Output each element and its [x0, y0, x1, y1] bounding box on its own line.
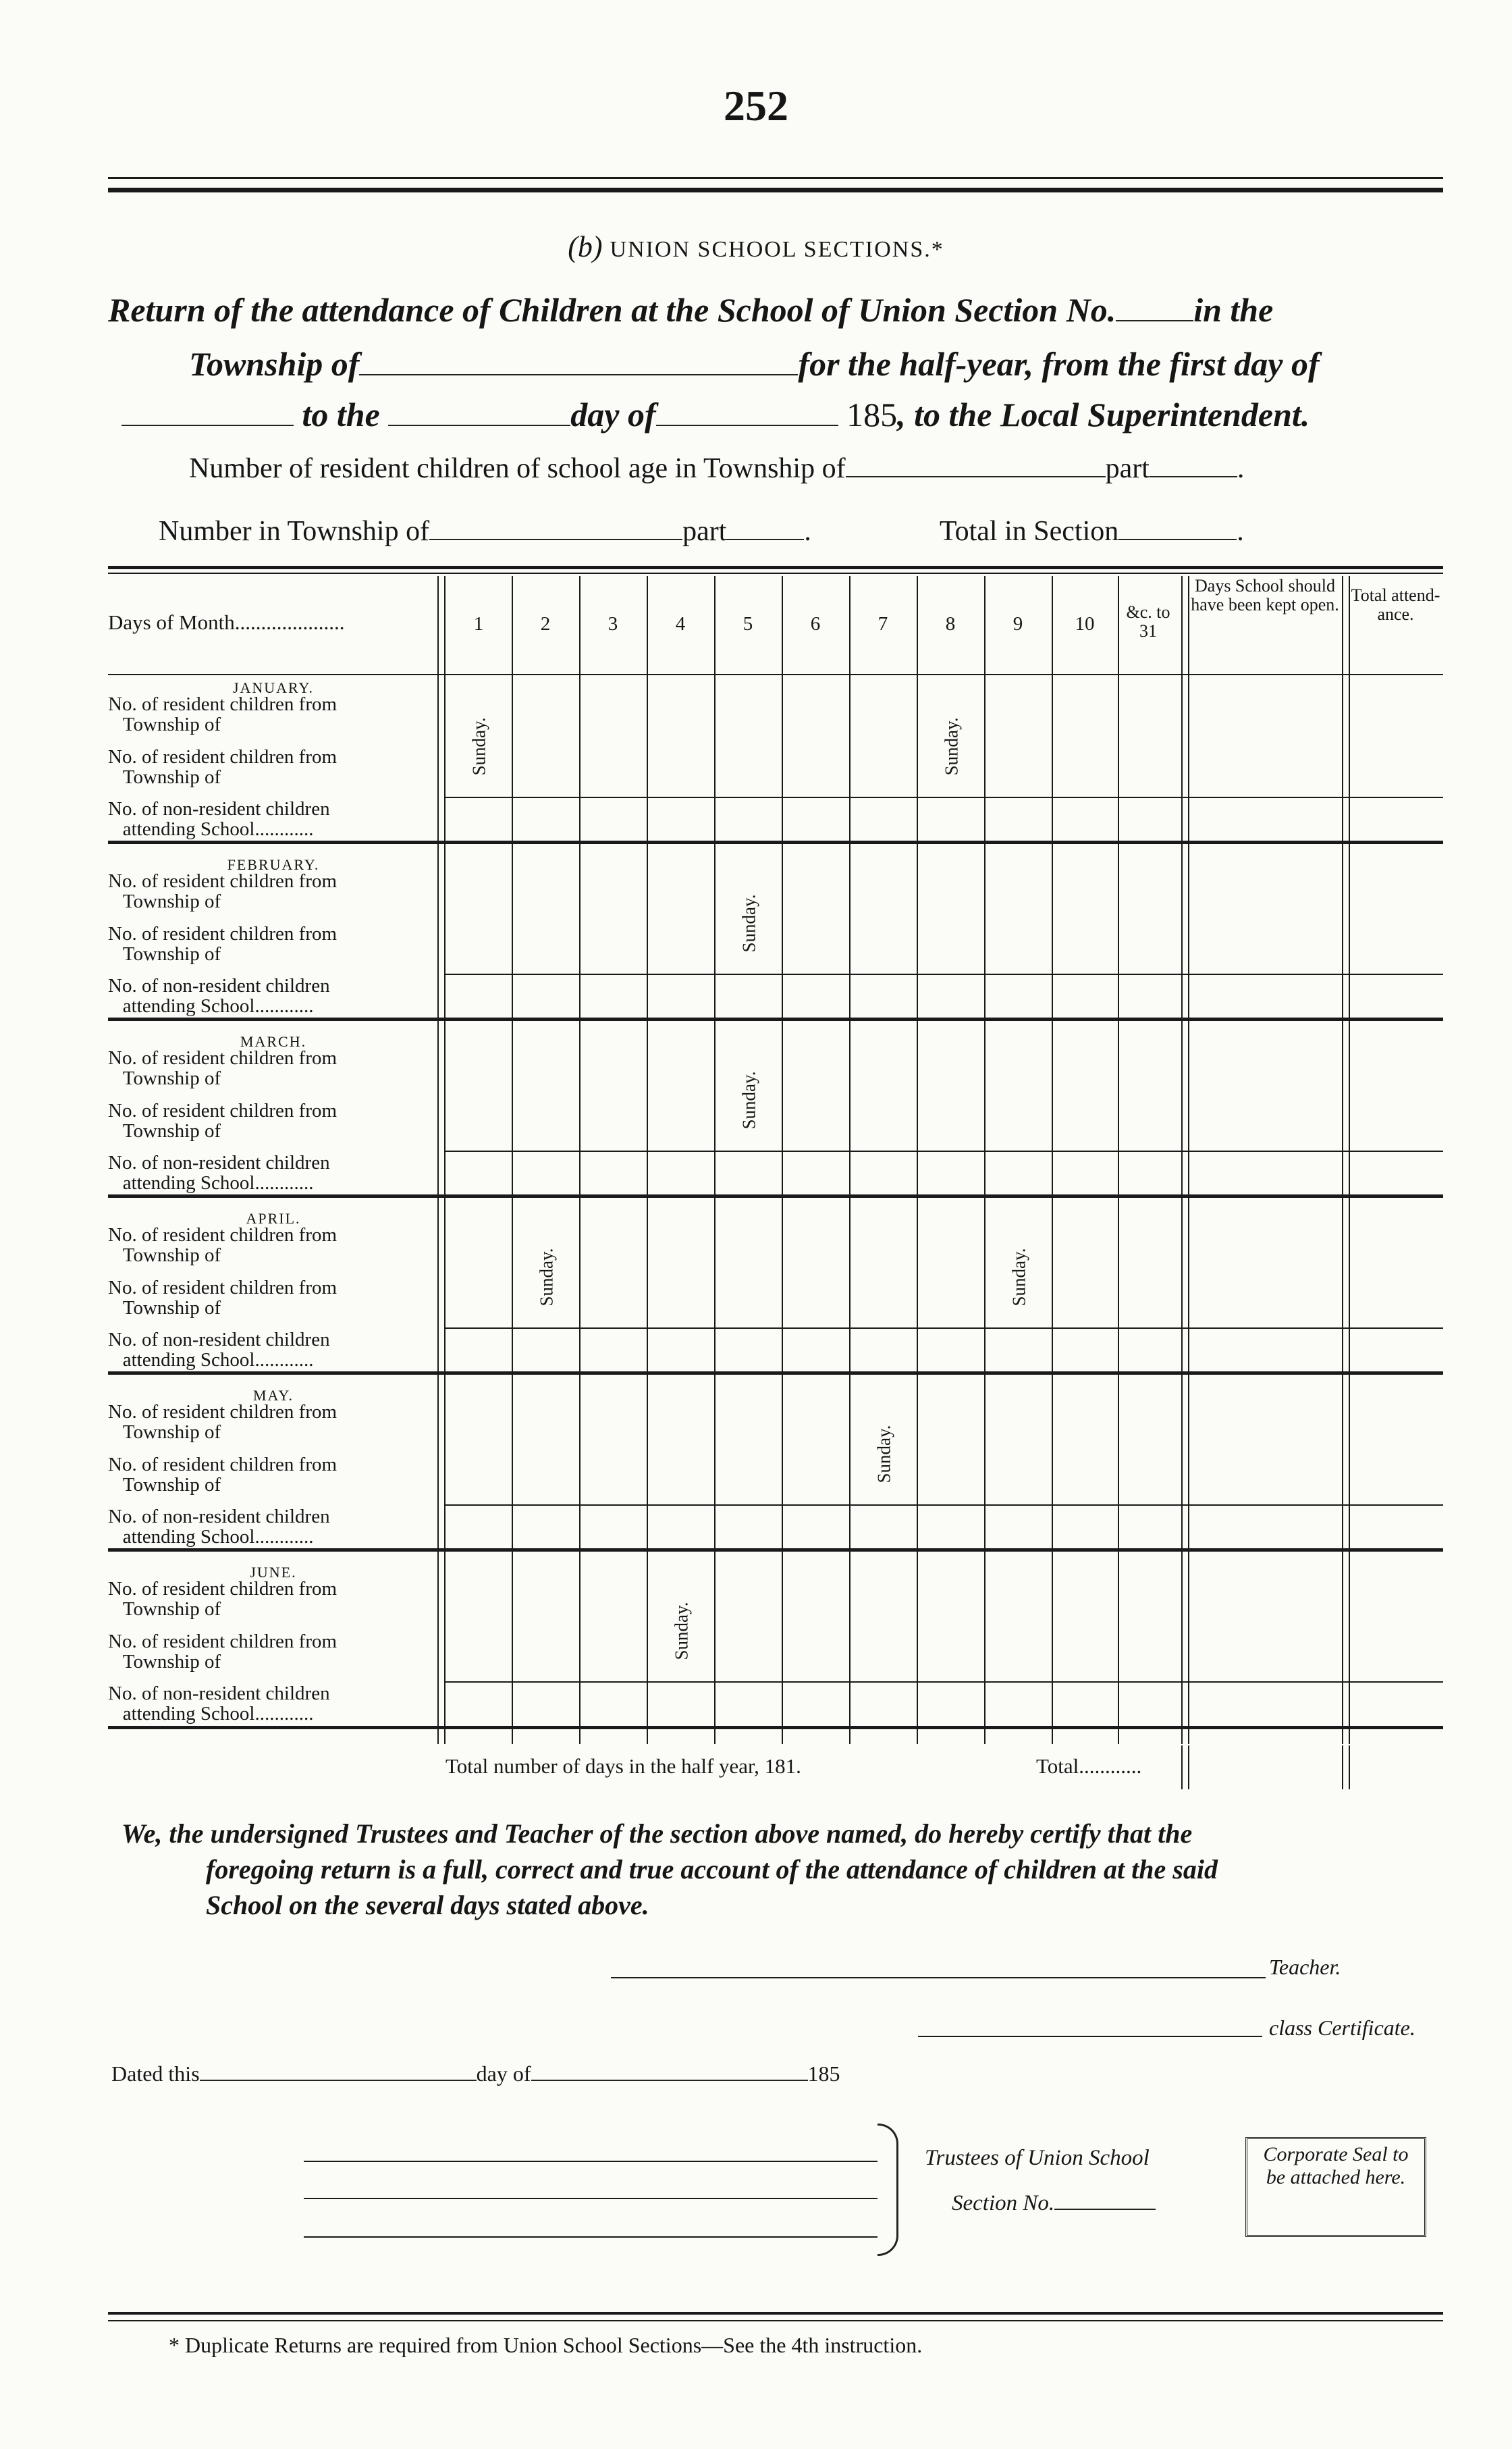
row-divider-jan [444, 797, 1443, 798]
day-header-4: 4 [675, 613, 686, 635]
resident-line-b: part [1105, 453, 1150, 484]
certificate-line[interactable] [918, 2036, 1262, 2037]
total-vline-c [1342, 1745, 1343, 1789]
teacher-label: Teacher. [1269, 1955, 1341, 1979]
total-vline-a [1181, 1745, 1183, 1789]
section-heading [0, 230, 1512, 264]
vline-d4 [714, 576, 716, 1744]
sunday-jun-4: Sunday. [671, 1602, 692, 1660]
row-label-jun-2b: Township of [122, 1651, 221, 1673]
township-line-d: Total in Section [939, 516, 1119, 547]
row-label-may-2a: No. of resident children from [108, 1454, 338, 1475]
month-rule-mar [108, 1194, 1443, 1198]
row-label-feb-1b: Township of [122, 891, 221, 912]
table-top-rule-2 [108, 573, 1443, 574]
row-label-jun-2 [108, 1631, 439, 1672]
row-label-feb-2a: No. of resident children from [108, 923, 338, 945]
return-line-1 [108, 290, 1273, 330]
page-number: 252 [724, 82, 788, 130]
days-open-header: Days School should have been kept open. [1191, 576, 1339, 614]
vline-d3 [647, 576, 648, 1744]
total-attendance-header: Total attend- ance. [1351, 585, 1440, 624]
day-header-6: 6 [810, 613, 821, 635]
row-label-feb-2b: Township of [122, 943, 221, 965]
return-line-3 [122, 395, 1310, 434]
certify-line-3: School on the several days stated above. [206, 1890, 649, 1920]
return-line-2-a: Township of [189, 345, 360, 383]
blank-section-no [1116, 315, 1193, 321]
vline-etc-a [1181, 576, 1183, 1744]
row-label-mar-3a: No. of non-resident children [108, 1152, 330, 1174]
row-label-mar-1 [108, 1048, 439, 1088]
row-label-mar-1a: No. of resident children from [108, 1047, 338, 1069]
trustee-bracket [878, 2124, 898, 2256]
trustee-line-3[interactable] [304, 2236, 878, 2238]
bottom-rule-2 [108, 2320, 1443, 2321]
row-label-apr-2b: Township of [122, 1297, 221, 1319]
row-label-apr-3a: No. of non-resident children [108, 1329, 330, 1350]
row-label-mar-1b: Township of [122, 1068, 221, 1089]
day-header-etc: &c. to 31 [1126, 602, 1170, 641]
row-label-jun-1b: Township of [122, 1598, 221, 1620]
return-line-3-year: 185 [846, 396, 898, 433]
township-line-e: . [1237, 516, 1244, 547]
return-line-1-b: in the [1193, 291, 1274, 329]
row-divider-feb [444, 974, 1443, 975]
table-top-rule [108, 566, 1443, 569]
trustee-line-2[interactable] [304, 2198, 878, 2199]
township-line-a: Number in Township of [159, 516, 430, 547]
day-header-7: 7 [878, 613, 888, 635]
vline-d1 [512, 576, 513, 1744]
section-heading-text: UNION SCHOOL SECTIONS.* [610, 237, 944, 262]
row-label-mar-2a: No. of resident children from [108, 1100, 338, 1122]
certificate-label: class Certificate. [1269, 2016, 1415, 2040]
row-label-feb-2 [108, 924, 439, 964]
vline-open-b [1349, 576, 1350, 1744]
month-label-january: JANUARY. [232, 679, 315, 696]
month-label-march: MARCH. [240, 1033, 307, 1050]
sunday-apr-2: Sunday. [536, 1248, 557, 1307]
month-label-may: MAY. [253, 1387, 294, 1404]
day-header-1: 1 [473, 613, 484, 635]
return-line-2-b: for the half-year, from the first day of [798, 345, 1320, 383]
sunday-apr-9: Sunday. [1008, 1248, 1029, 1307]
row-label-apr-1 [108, 1225, 439, 1265]
total-days-text: Total number of days in the half year, 181. [446, 1754, 801, 1778]
footnote: * Duplicate Returns are required from Union School Sections—See the 4th instruction. [169, 2333, 923, 2357]
vline-open-a [1342, 576, 1343, 1744]
month-label-june: JUNE. [250, 1564, 297, 1581]
total-vline-d [1349, 1745, 1350, 1789]
blank-dated-month[interactable] [531, 2074, 808, 2081]
bottom-rule-1 [108, 2312, 1443, 2315]
table-bottom-rule [108, 1726, 1443, 1729]
return-line-1-a: Return of the attendance of Children at the School of Union Section No. [108, 291, 1116, 329]
teacher-signature-line[interactable] [611, 1977, 1266, 1978]
month-rule-feb [108, 1018, 1443, 1021]
row-divider-may [444, 1504, 1443, 1506]
trustees-label: Trustees of Union School [925, 2146, 1150, 2170]
row-label-jan-3b: attending School............ [122, 818, 314, 840]
row-label-feb-3a: No. of non-resident children [108, 975, 330, 997]
row-label-may-1a: No. of resident children from [108, 1401, 338, 1423]
row-label-may-3 [108, 1506, 439, 1547]
row-label-may-1 [108, 1402, 439, 1442]
blank-dated-day[interactable] [200, 2074, 477, 2081]
blank-section-no-sig[interactable] [1054, 2203, 1156, 2210]
blank-resident-part [1150, 471, 1237, 477]
row-label-mar-3b: attending School............ [122, 1172, 314, 1194]
header-bottom-rule [108, 674, 1443, 675]
row-label-jan-1 [108, 694, 439, 735]
month-label-april: APRIL. [246, 1210, 301, 1227]
month-rule-apr [108, 1371, 1443, 1375]
certify-line-1: We, the undersigned Trustees and Teacher of the section above named, do hereby certify that the [122, 1818, 1193, 1849]
vline-d7 [917, 576, 918, 1744]
row-divider-apr [444, 1327, 1443, 1329]
vline-etc-b [1188, 576, 1189, 1744]
return-line-3-b: day of [570, 396, 656, 433]
row-label-feb-1 [108, 871, 439, 912]
row-divider-mar [444, 1151, 1443, 1152]
row-label-jan-2b: Township of [122, 766, 221, 788]
vline-d5 [782, 576, 783, 1744]
row-label-jun-3 [108, 1683, 439, 1724]
blank-township [359, 369, 798, 375]
row-label-apr-2 [108, 1278, 439, 1318]
day-header-3: 3 [608, 613, 618, 635]
dated-line [111, 2061, 840, 2086]
row-label-jan-2a: No. of resident children from [108, 746, 338, 768]
day-header-10: 10 [1075, 613, 1095, 635]
trustee-line-1[interactable] [304, 2161, 878, 2162]
row-label-may-3b: attending School............ [122, 1526, 314, 1548]
total-vline-b [1188, 1745, 1189, 1789]
section-letter: (b) [568, 230, 603, 263]
row-label-jan-3a: No. of non-resident children [108, 798, 330, 820]
row-label-jun-2a: No. of resident children from [108, 1631, 338, 1652]
row-label-apr-1a: No. of resident children from [108, 1224, 338, 1246]
month-rule-may [108, 1548, 1443, 1552]
row-label-jun-1 [108, 1579, 439, 1619]
row-label-may-1b: Township of [122, 1421, 221, 1443]
row-label-mar-2b: Township of [122, 1120, 221, 1142]
top-rule-1 [108, 177, 1443, 179]
certify-line-2: foregoing return is a full, correct and true account of the attendance of children at the said [206, 1854, 1218, 1885]
blank-township-part [726, 533, 804, 540]
blank-township-of [429, 533, 682, 540]
row-label-feb-1a: No. of resident children from [108, 870, 338, 892]
row-divider-jun [444, 1681, 1443, 1683]
blank-start [122, 419, 294, 426]
month-rule-jan [108, 841, 1443, 844]
day-header-8: 8 [945, 613, 956, 635]
vline-d8 [984, 576, 986, 1744]
blank-total-section [1118, 533, 1237, 540]
section-no-text: Section No. [952, 2191, 1055, 2215]
days-of-month-label: Days of Month..................... [108, 610, 345, 634]
day-header-5: 5 [742, 613, 753, 635]
resident-line-c: . [1237, 453, 1245, 484]
sunday-feb-5: Sunday. [738, 894, 759, 953]
row-label-may-3a: No. of non-resident children [108, 1506, 330, 1527]
dated-year: 185 [807, 2061, 840, 2086]
row-label-jun-3a: No. of non-resident children [108, 1683, 330, 1704]
blank-month [656, 419, 838, 426]
corporate-seal-box: Corporate Seal to be attached here. [1245, 2137, 1426, 2237]
sunday-mar-5: Sunday. [738, 1071, 759, 1130]
resident-line [189, 452, 1244, 485]
row-label-feb-3b: attending School............ [122, 995, 314, 1017]
vline-d10 [1118, 576, 1119, 1744]
sunday-jan-8: Sunday. [941, 717, 962, 776]
row-label-apr-3 [108, 1329, 439, 1370]
row-label-mar-3 [108, 1153, 439, 1193]
month-label-february: FEBRUARY. [227, 856, 320, 873]
row-label-apr-3b: attending School............ [122, 1349, 314, 1371]
day-header-2: 2 [540, 613, 551, 635]
sunday-jan-1: Sunday. [468, 717, 489, 776]
row-label-jun-3b: attending School............ [122, 1703, 314, 1724]
row-label-jan-2 [108, 747, 439, 787]
row-label-jan-1b: Township of [122, 714, 221, 735]
attendance-table [108, 566, 1443, 1747]
row-label-mar-2 [108, 1101, 439, 1141]
section-no-label [952, 2191, 1156, 2216]
row-label-may-2b: Township of [122, 1474, 221, 1496]
row-label-apr-1b: Township of [122, 1244, 221, 1266]
township-line [159, 515, 1244, 548]
vline-d6 [849, 576, 850, 1744]
vline-d9 [1052, 576, 1053, 1744]
row-label-jan-1a: No. of resident children from [108, 693, 338, 715]
return-line-3-a: to the [302, 396, 380, 433]
day-header-9: 9 [1013, 613, 1023, 635]
blank-resident-township [846, 471, 1106, 477]
return-line-3-d: , to the Local Superintendent. [897, 396, 1310, 433]
day-of-label: day of [476, 2061, 531, 2086]
top-rule-2 [108, 188, 1443, 192]
blank-day [388, 419, 570, 426]
vline-d2 [579, 576, 580, 1744]
row-label-feb-3 [108, 976, 439, 1016]
dated-this-label: Dated this [111, 2061, 200, 2086]
return-line-2 [189, 344, 1320, 384]
township-line-b: part [682, 516, 727, 547]
total-label: Total............ [1036, 1754, 1142, 1778]
vline-label-b [444, 576, 446, 1744]
row-label-jan-3 [108, 799, 439, 839]
sunday-may-7: Sunday. [873, 1425, 894, 1483]
row-label-may-2 [108, 1454, 439, 1495]
row-label-jun-1a: No. of resident children from [108, 1578, 338, 1600]
row-label-apr-2a: No. of resident children from [108, 1277, 338, 1298]
township-line-c: . [804, 516, 811, 547]
resident-line-a: Number of resident children of school age in Township of [189, 453, 846, 484]
